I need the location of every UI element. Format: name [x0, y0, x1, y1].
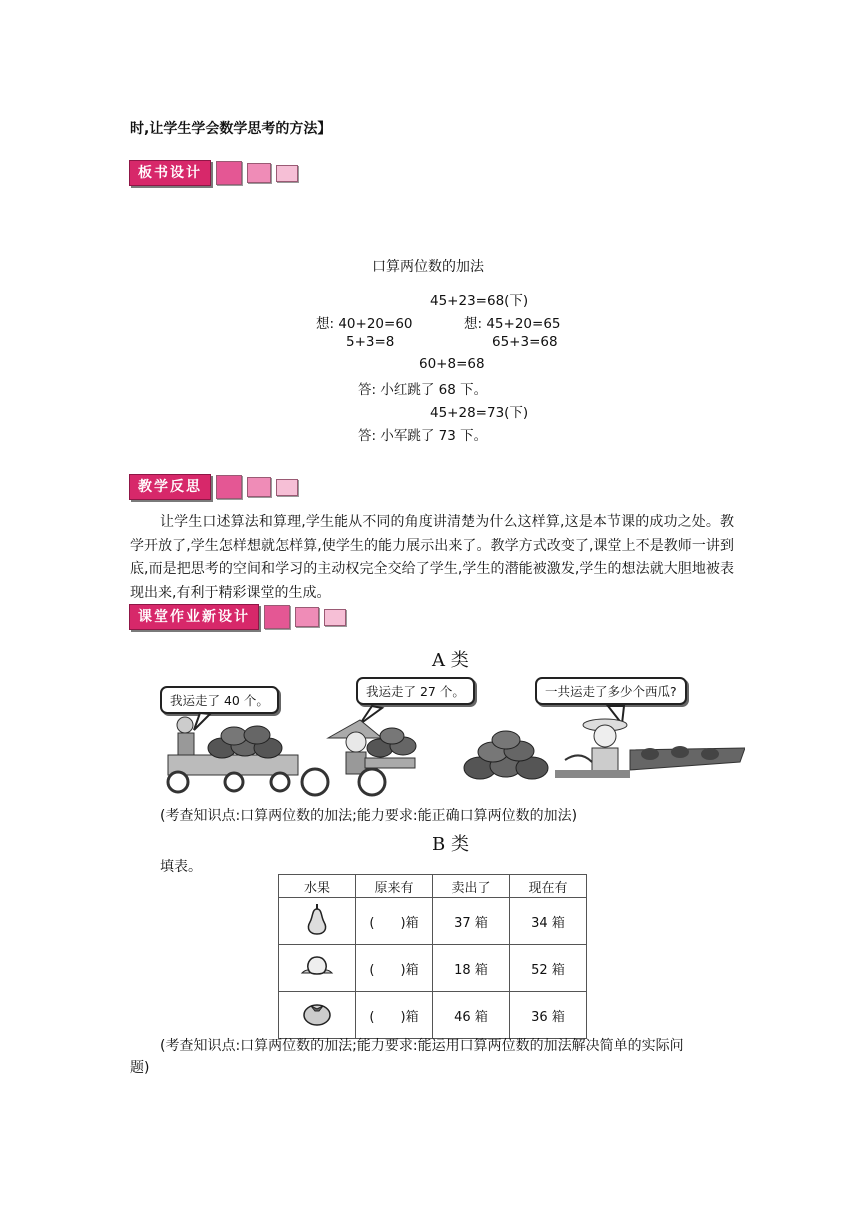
decor-square [247, 477, 271, 497]
section-header-label: 教学反思 [129, 474, 211, 500]
bicycle-girl-icon [302, 720, 416, 795]
decor-square [264, 605, 290, 629]
decor-square [295, 607, 319, 627]
board-line: 45+23=68(下) [430, 293, 529, 309]
section-header-board [129, 160, 298, 186]
section-header-label: 板书设计 [129, 160, 211, 186]
board-line: 5+3=8 [346, 334, 395, 350]
section-header-label: 课堂作业新设计 [129, 604, 259, 630]
board-line: 想: 45+20=65 [464, 316, 561, 332]
tomato-icon [302, 999, 332, 1027]
speech-bubble: 一共运走了多少个西瓜? [535, 677, 687, 705]
now-cell: 52 箱 [510, 945, 587, 992]
board-line: 60+8=68 [419, 356, 485, 372]
board-title: 口算两位数的加法 [372, 259, 484, 275]
fruit-cell [279, 945, 356, 992]
section-b-note-cont: 题) [130, 1060, 150, 1076]
section-header-reflection [129, 474, 298, 500]
table-header: 卖出了 [433, 875, 510, 898]
watermelon-illustration [160, 700, 745, 805]
fruit-cell [279, 992, 356, 1039]
sold-cell: 37 箱 [433, 898, 510, 945]
table-header: 原来有 [356, 875, 433, 898]
board-answer: 答: 小军跳了 73 下。 [358, 428, 488, 444]
farmer-icon [555, 719, 745, 778]
table-header-row [279, 875, 587, 898]
tricycle-cart-icon [168, 717, 298, 792]
section-a-title: A 类 [432, 650, 469, 671]
section-header-homework [129, 604, 346, 630]
table-row [279, 945, 587, 992]
section-b-instruction: 填表。 [160, 859, 202, 875]
fruit-table [278, 874, 587, 1039]
decor-square [247, 163, 271, 183]
decor-square [276, 479, 298, 496]
peach-icon [298, 953, 336, 979]
sold-cell: 18 箱 [433, 945, 510, 992]
pear-icon [304, 902, 330, 936]
table-header: 现在有 [510, 875, 587, 898]
board-answer: 答: 小红跳了 68 下。 [358, 382, 488, 398]
board-line: 想: 40+20=60 [316, 316, 413, 332]
decor-square [324, 609, 346, 626]
board-line: 45+28=73(下) [430, 405, 529, 421]
section-b-title: B 类 [432, 834, 469, 855]
table-row [279, 992, 587, 1039]
intro-text: 时,让学生学会数学思考的方法】 [130, 121, 332, 137]
table-header: 水果 [279, 875, 356, 898]
decor-square [216, 475, 242, 499]
original-cell[interactable]: ( )箱 [356, 898, 433, 945]
original-cell[interactable]: ( )箱 [356, 992, 433, 1039]
watermelon-pile-icon [464, 731, 548, 779]
speech-bubble: 我运走了 27 个。 [356, 677, 475, 705]
decor-square [276, 165, 298, 182]
board-line: 65+3=68 [492, 334, 558, 350]
now-cell: 34 箱 [510, 898, 587, 945]
fruit-cell [279, 898, 356, 945]
table-row [279, 898, 587, 945]
speech-bubble: 我运走了 40 个。 [160, 686, 279, 714]
sold-cell: 46 箱 [433, 992, 510, 1039]
reflection-paragraph: 让学生口述算法和算理,学生能从不同的角度讲清楚为什么这样算,这是本节课的成功之处。教学开放了,学生怎样想就怎样算,使学生的能力展示出来了。教学方式改变了,课堂上不是教师一讲到底,而是把思考的空间和学习的主动权完全交给了学生,学生的潜能被激发,学生的想法就大胆地被表现出来,有利于精彩课堂的生成。 [130, 514, 734, 601]
decor-square [216, 161, 242, 185]
original-cell[interactable]: ( )箱 [356, 945, 433, 992]
section-b-note: (考查知识点:口算两位数的加法;能力要求:能运用口算两位数的加法解决简单的实际问 [160, 1038, 684, 1054]
section-a-note: (考查知识点:口算两位数的加法;能力要求:能正确口算两位数的加法) [160, 808, 578, 824]
now-cell: 36 箱 [510, 992, 587, 1039]
